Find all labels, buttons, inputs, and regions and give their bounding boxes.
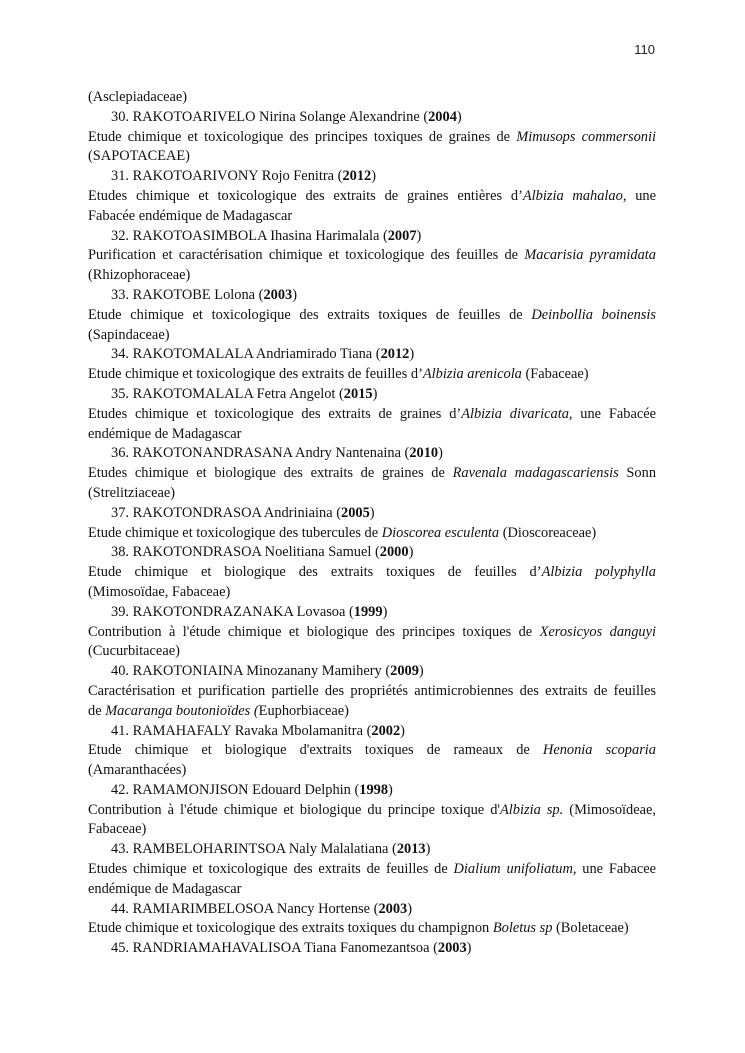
entry-heading: 31. RAKOTOARIVONY Rojo Fenitra (2012) [111, 168, 377, 185]
title-text: (SAPOTACEAE) [88, 148, 190, 165]
entry-title-line [88, 246, 656, 266]
entry-author: RAMBELOHARINTSOA Naly Malalatiana [132, 841, 389, 858]
title-text: (Rhizophoraceae) [88, 267, 191, 284]
entry-year: 1998 [359, 781, 389, 798]
entry-year: 2003 [263, 286, 293, 303]
entry-author: RAMAMONJISON Edouard Delphin [132, 781, 351, 798]
entry-title-line [88, 702, 656, 722]
entry-number: 40. [111, 663, 129, 680]
entry-year: 1999 [353, 603, 383, 620]
entry-title-line [88, 147, 656, 167]
entry-heading: 33. RAKOTOBE Lolona (2003) [111, 286, 298, 303]
page-number: 110 [634, 42, 655, 57]
title-text: Etude chimique et biologique des extraits toxiques de feuilles d’ [88, 564, 542, 581]
entry-title-line [88, 761, 656, 781]
title-text: Etude chimique et toxicologique des extraits de feuilles d’ [88, 366, 423, 383]
entry-title-line [88, 187, 656, 207]
species-name: Albizia divaricata [461, 405, 569, 422]
entry-author: RAKOTOARIVELO Nirina Solange Alexandrine [132, 108, 420, 125]
entry-author: RAMIARIMBELOSOA Nancy Hortense [132, 900, 371, 917]
entry-number: 34. [111, 346, 129, 363]
title-text: (Dioscoreaceae) [499, 524, 597, 541]
entry-title-line [88, 563, 656, 583]
species-name: Macaranga boutonioïdes ( [105, 702, 259, 719]
title-text: (Mimosoïdae, Fabaceae) [88, 583, 231, 600]
entry-number: 36. [111, 445, 129, 462]
entry-year: 2002 [371, 722, 401, 739]
entry-number: 37. [111, 504, 129, 521]
entry-heading: 44. RAMIARIMBELOSOA Nancy Hortense (2003) [111, 900, 413, 917]
title-text: Caractérisation et purification partielle des propriétés antimicrobiennes des extraits de feuilles [88, 682, 656, 699]
species-name: Albizia sp. [500, 801, 564, 818]
entry-title-line [88, 623, 656, 643]
species-name: Ravenala madagascariensis [452, 465, 619, 482]
entry-year: 2003 [437, 940, 467, 957]
entry-year: 2013 [396, 841, 426, 858]
title-text: , une Fabacee [572, 861, 656, 878]
entry-author: RAKOTONDRASOA Andriniaina [132, 504, 333, 521]
species-name: Boletus sp [492, 920, 553, 937]
entry-title-line [88, 642, 656, 662]
title-text: Etudes chimique et toxicologique des extraits de graines d’ [88, 405, 462, 422]
entry-number: 31. [111, 168, 129, 185]
entry-title-line [88, 405, 656, 425]
title-text: endémique de Madagascar [88, 425, 242, 442]
species-name: Dialium unifoliatum [453, 861, 573, 878]
entry-title-line [88, 484, 656, 504]
entry-year: 2005 [341, 504, 370, 521]
title-text: , une Fabacée [568, 405, 656, 422]
title-text: Fabaceae) [88, 821, 147, 838]
entry-year: 2000 [379, 544, 409, 561]
entry-number: 44. [111, 900, 129, 917]
entry-title-line [88, 682, 656, 702]
entry-heading: 42. RAMAMONJISON Edouard Delphin (1998) [111, 781, 393, 798]
title-text: (Boletaceae) [552, 920, 629, 937]
title-text: Purification et caractérisation chimique et toxicologique des feuilles de [88, 247, 525, 264]
entry-heading: 32. RAKOTOASIMBOLA Ihasina Harimalala (2007) [111, 227, 422, 244]
title-text: Etude chimique et toxicologique des extraits toxiques du champignon [88, 920, 493, 937]
entry-number: 35. [111, 385, 129, 402]
title-text: (Amaranthacées) [88, 762, 187, 779]
species-name: Macarisia pyramidata [524, 247, 656, 264]
entry-author: RAKOTONANDRASANA Andry Nantenaina [132, 445, 401, 462]
species-name: Deinbollia boinensis [531, 306, 656, 323]
opening-fragment: (Asclepiadaceae) [88, 89, 188, 105]
entry-title-line [88, 741, 656, 761]
entry-number: 41. [111, 722, 129, 739]
entry-title-line [88, 365, 656, 385]
entry-year: 2012 [342, 168, 372, 185]
title-text: Contribution à l'étude chimique et biologique des principes toxiques de [88, 623, 540, 640]
entry-heading: 45. RANDRIAMAHAVALISOA Tiana Fanomezantsoa (2003) [111, 940, 472, 957]
species-name: Dioscorea esculenta [381, 524, 500, 541]
entry-number: 32. [111, 227, 129, 244]
entry-author: RAKOTONDRAZANAKA Lovasoa [132, 603, 346, 620]
title-text: Etude chimique et toxicologique des principes toxiques de graines de [88, 128, 517, 145]
species-name: Mimusops commersonii [516, 128, 656, 145]
title-text: Etudes chimique et toxicologique des extraits de graines entières d’ [88, 187, 523, 204]
title-text: Etude chimique et biologique d'extraits toxiques de rameaux de [88, 742, 543, 759]
title-text: (Sapindaceae) [88, 326, 170, 343]
title-text: Fabacée endémique de Madagascar [88, 207, 293, 224]
entry-title-line [88, 266, 656, 286]
title-text: Euphorbiaceae) [258, 702, 349, 719]
entry-author: RAMAHAFALY Ravaka Mbolamanitra [132, 722, 363, 739]
entry-title-line [88, 464, 656, 484]
species-name: Albizia mahalao [522, 187, 623, 204]
title-text: (Mimosoïdeae, [563, 801, 656, 818]
entry-heading: 41. RAMAHAFALY Ravaka Mbolamanitra (2002) [111, 722, 405, 739]
entry-author: RAKOTOASIMBOLA Ihasina Harimalala [132, 227, 380, 244]
entry-author: RAKOTONIAINA Minozanany Mamihery [132, 663, 382, 680]
entry-heading: 30. RAKOTOARIVELO Nirina Solange Alexandrine (2004) [111, 108, 462, 125]
entry-heading: 38. RAKOTONDRASOA Noelitiana Samuel (2000) [111, 544, 414, 561]
title-text: , une [622, 187, 656, 204]
title-text: Etudes chimique et biologique des extraits de graines de [88, 465, 453, 482]
entry-number: 42. [111, 781, 129, 798]
entry-heading: 39. RAKOTONDRAZANAKA Lovasoa (1999) [111, 603, 388, 620]
species-name: Xerosicyos danguyi [539, 623, 656, 640]
entry-title-line [88, 207, 656, 227]
title-text: endémique de Madagascar [88, 880, 242, 897]
entry-year: 2012 [380, 346, 410, 363]
entry-title-line [88, 860, 656, 880]
entry-title-line [88, 306, 656, 326]
entry-title-line [88, 583, 656, 603]
entry-title-line [88, 128, 656, 148]
entry-title-line [88, 326, 656, 346]
entry-number: 45. [111, 940, 129, 957]
entry-author: RAKOTOARIVONY Rojo Fenitra [132, 168, 335, 185]
entry-number: 33. [111, 286, 129, 303]
title-text: (Fabaceae) [521, 366, 589, 383]
title-text: (Strelitziaceae) [88, 484, 176, 501]
title-text: (Cucurbitaceae) [88, 643, 180, 660]
entry-number: 38. [111, 544, 129, 561]
references-list [88, 88, 656, 959]
entry-year: 2009 [390, 663, 419, 680]
entry-year: 2007 [387, 227, 417, 244]
title-text: Contribution à l'étude chimique et biologique du principe toxique d' [88, 801, 501, 818]
title-text: de [88, 702, 106, 719]
entry-year: 2015 [343, 385, 373, 402]
entry-heading: 37. RAKOTONDRASOA Andriniaina (2005) [111, 504, 375, 521]
entry-title-line [88, 820, 656, 840]
entry-author: RAKOTOMALALA Andriamirado Tiana [132, 346, 373, 363]
entry-number: 43. [111, 841, 129, 858]
species-name: Albizia polyphylla [541, 564, 657, 581]
entry-title-line [88, 880, 656, 900]
entry-title-line [88, 425, 656, 445]
entry-number: 39. [111, 603, 129, 620]
entry-author: RANDRIAMAHAVALISOA Tiana Fanomezantsoa [132, 940, 430, 957]
entry-heading: 40. RAKOTONIAINA Minozanany Mamihery (2009) [111, 663, 424, 680]
title-text: Etudes chimique et toxicologique des extraits de feuilles de [88, 861, 454, 878]
entry-title-line [88, 524, 656, 544]
entry-title-line [88, 801, 656, 821]
species-name: Albizia arenicola [422, 366, 522, 383]
entry-heading: 35. RAKOTOMALALA Fetra Angelot (2015) [111, 385, 378, 402]
title-text: Sonn [618, 465, 657, 482]
species-name: Henonia scoparia [542, 742, 656, 759]
entry-heading: 34. RAKOTOMALALA Andriamirado Tiana (2012) [111, 346, 415, 363]
title-text: Etude chimique et toxicologique des extraits toxiques de feuilles de [88, 306, 532, 323]
entry-author: RAKOTOMALALA Fetra Angelot [132, 385, 336, 402]
entry-number: 30. [111, 108, 129, 125]
entry-heading: 36. RAKOTONANDRASANA Andry Nantenaina (2010) [111, 445, 443, 462]
entry-author: RAKOTOBE Lolona [132, 286, 256, 303]
entry-title-line [88, 919, 656, 939]
entry-heading: 43. RAMBELOHARINTSOA Naly Malalatiana (2013) [111, 841, 431, 858]
entry-author: RAKOTONDRASOA Noelitiana Samuel [132, 544, 372, 561]
entry-year: 2003 [378, 900, 408, 917]
title-text: Etude chimique et toxicologique des tubercules de [88, 524, 382, 541]
entry-year: 2004 [428, 108, 457, 125]
entry-year: 2010 [409, 445, 439, 462]
